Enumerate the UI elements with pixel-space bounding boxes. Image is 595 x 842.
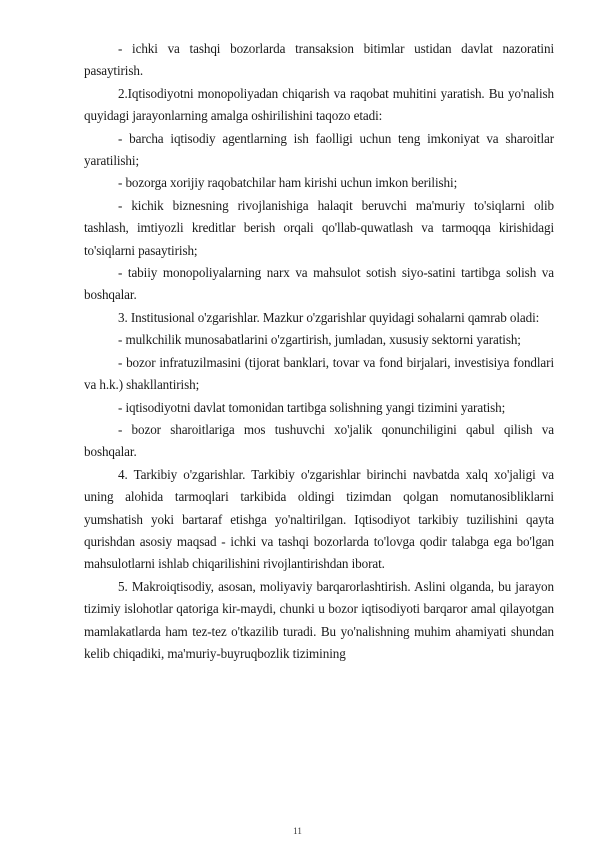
paragraph: - mulkchilik munosabatlarini o'zgartirish, jumladan, xususiy sektorni yaratish; (118, 332, 521, 348)
page-number: 11 (293, 826, 302, 836)
paragraph: - bozorga xorijiy raqobatchilar ham kirishi uchun imkon berilishi; (118, 175, 458, 191)
paragraph: 4. Tarkibiy o'zgarishlar. Tarkibiy o'zgarishlar birinchi navbatda xalq xo'jaligi va uning alohida tarmoqlari tarkibida oldingi tizimdan qolgan nomutanosibliklarni yumshatish yoki bartaraf etishga yo'naltirilgan. Iqtisodiyot tarkibiy tuzilishini qayta qurishdan asosiy maqsad - ichki va tashqi bozorlarda to'lovga qodir talabga ega bo'lgan mahsulotlarni ishlab chiqarilishini rivojlantirishdan iborat. (84, 466, 554, 572)
paragraph: - kichik biznesning rivojlanishiga halaqit beruvchi ma'muriy to'siqlarni olib tashlash, imtiyozli kreditlar berish orqali qo'llab-quwatlash va tarmoqqa kirishidagi to'siqlarni pasaytirish; (84, 197, 554, 258)
paragraph: - tabiiy monopoliyalarning narx va mahsulot sotish siyo-satini tartibga solish va boshqalar. (84, 265, 554, 303)
paragraph: - ichki va tashqi bozorlarda transaksion bitimlar ustidan davlat nazoratini pasaytirish. (84, 41, 554, 79)
document-page (84, 38, 554, 665)
paragraph: - iqtisodiyotni davlat tomonidan tartibga solishning yangi tizimini yaratish; (118, 399, 506, 415)
paragraph: - bozor infratuzilmasini (tijorat banklari, tovar va fond birjalari, investisiya fondlari va h.k.) shakllantirish; (84, 354, 554, 393)
paragraph: 3. Institusional o'zgarishlar. Mazkur o'zgarishlar quyidagi sohalarni qamrab oladi: (118, 309, 540, 325)
paragraph: - bozor sharoitlariga mos tushuvchi xo'jalik qonunchiligini qabul qilish va boshqalar. (84, 421, 554, 460)
paragraph: - barcha iqtisodiy agentlarning ish faolligi uchun teng imkoniyat va sharoitlar yaratilishi; (84, 130, 554, 169)
paragraph: 5. Makroiqtisodiy, asosan, moliyaviy barqarorlashtirish. Aslini olganda, bu jarayon tizimiy islohotlar qatoriga kir-maydi, chunki u bozor iqtisodiyoti barqaror amal qilayotgan mamlakatlarda ham tez-tez o'tkazilib turadi. Bu yo'nalishning muhim ahamiyati shundan kelib chiqadiki, ma'muriy-buyruqbozlik tizimining (84, 578, 554, 661)
paragraph: 2.Iqtisodiyotni monopoliyadan chiqarish va raqobat muhitini yaratish. Bu yo'nalish quyidagi jarayonlarning amalga oshirilishini taqozo etadi: (84, 85, 554, 124)
